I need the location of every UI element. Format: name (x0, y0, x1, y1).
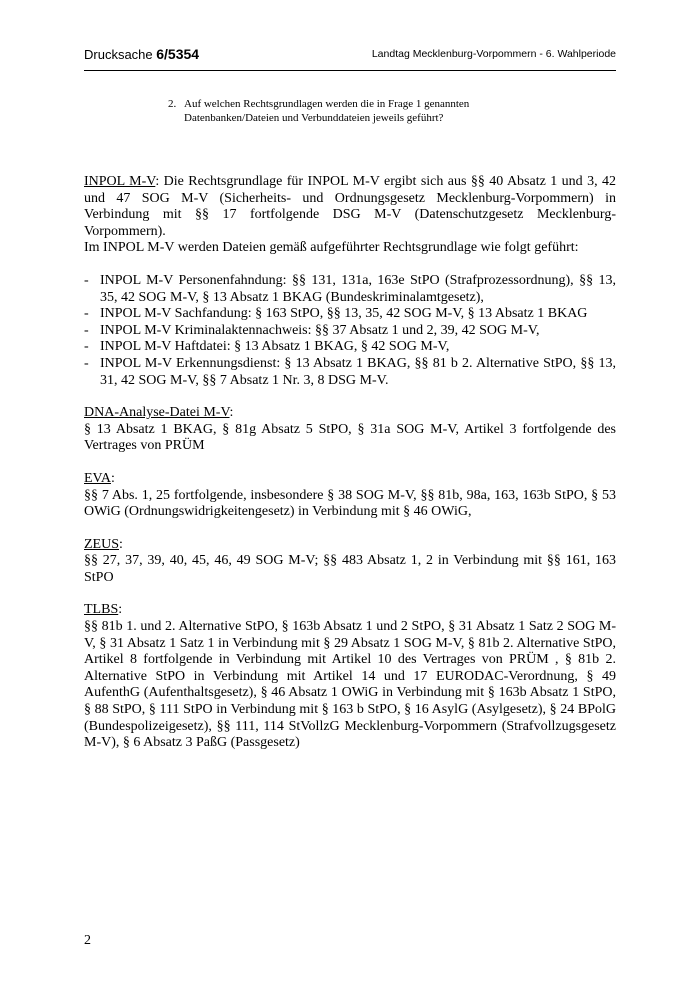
list-item: - INPOL M-V Haftdatei: § 13 Absatz 1 BKAG, § 42 SOG M-V, (84, 339, 616, 356)
inpol-text: : Die Rechtsgrundlage für INPOL M-V ergibt sich aus §§ 40 Absatz 1 und 3, 42 und 47 SOG M-V (Sicherheits- und Ordnungsgesetz Mecklenburg-Vorpommern) in Verbindung mit §§ 17 fortfolgende DSG M-V (Datenschutzgesetz Mecklenburg-Vorpommern). (84, 174, 616, 239)
inpol-paragraph (84, 174, 616, 240)
dna-text: § 13 Absatz 1 BKAG, § 81g Absatz 5 StPO, § 31a SOG M-V, Artikel 3 fortfolgende des Vertrages von PRÜM (84, 421, 616, 454)
list-item: - INPOL M-V Sachfandung: § 163 StPO, §§ 13, 35, 42 SOG M-V, § 13 Absatz 1 BKAG (84, 306, 616, 323)
document-label: Drucksache 6/5354 (84, 46, 200, 62)
question-line-2: Datenbanken/Dateien und Verbunddateien jeweils geführt? (184, 112, 444, 124)
header-divider (84, 70, 616, 71)
inpol-heading: INPOL M-V (84, 174, 156, 189)
question-number: 2. (168, 98, 177, 110)
zeus-heading-line: ZEUS: (84, 536, 123, 552)
zeus-text: §§ 27, 37, 39, 40, 45, 46, 49 SOG M-V; §§ 483 Absatz 1, 2 in Verbindung mit §§ 161, 163 StPO (84, 553, 616, 585)
list-item: - INPOL M-V Kriminalaktennachweis: §§ 37 Absatz 1 und 2, 39, 42 SOG M-V, (84, 323, 616, 340)
list-item: - INPOL M-V Personenfahndung: §§ 131, 131a, 163e StPO (Strafprozessordnung), §§ 13, 35, 42 SOG M-V, § 13 Absatz 1 BKAG (Bundeskriminalamtgesetz), (84, 273, 616, 306)
tlbs-heading-line: TLBS: (84, 602, 123, 618)
zeus-heading: ZEUS (84, 536, 119, 552)
answer-body (84, 174, 616, 752)
list-item: - INPOL M-V Erkennungsdienst: § 13 Absatz 1 BKAG, §§ 81 b 2. Alternative StPO, §§ 13, 31, 42 SOG M-V, §§ 7 Absatz 1 Nr. 3, 8 DSG M-V. (84, 356, 616, 389)
tlbs-heading: TLBS (84, 602, 119, 618)
dna-heading-line: DNA-Analyse-Datei M-V: (84, 405, 234, 421)
page-number: 2 (84, 933, 91, 948)
page-header (84, 44, 616, 64)
document-number: 6/5354 (156, 46, 200, 62)
eva-heading-line: EVA: (84, 470, 115, 486)
question-line-1: Auf welchen Rechtsgrundlagen werden die in Frage 1 genannten (184, 98, 470, 110)
inpol-list (84, 273, 616, 389)
inpol-intro: Im INPOL M-V werden Dateien gemäß aufgeführter Rechtsgrundlage wie folgt geführt: (84, 240, 579, 256)
parliament-label: Landtag Mecklenburg-Vorpommern - 6. Wahlperiode (371, 48, 616, 60)
eva-text: §§ 7 Abs. 1, 25 fortfolgende, insbesondere § 38 SOG M-V, §§ 81b, 98a, 163, 163b StPO, § 53 OWiG (Ordnungswidrigkeitengesetz) in Verbindung mit § 46 OWiG, (84, 487, 616, 520)
eva-heading: EVA (84, 470, 111, 486)
question-block (168, 97, 568, 125)
dna-heading: DNA-Analyse-Datei M-V (84, 405, 230, 421)
tlbs-text: §§ 81b 1. und 2. Alternative StPO, § 163b Absatz 1 und 2 StPO, § 31 Absatz 1 Satz 2 SOG M-V, § 31 Absatz 1 Satz 1 in Verbindung mit § 29 Absatz 1 SOG M-V, § 81b 2. Alternative StPO, Artikel 8 fortfolgende in Verbindung mit Artikel 10 des Vertrages von PRÜM , § 81b 2. Alternative StPO in Verbindung mit Artikel 14 und 17 EURODAC-Verordnung, § 49 AufenthG (Aufenthaltsgesetz), § 46 Absatz 1 OWiG in Verbindung mit § 163b Absatz 1 StPO, § 88 StPO, § 111 StPO in Verbindung mit § 163 b StPO, § 16 AsylG (Asylgesetz), § 24 BPolG (Bundespolizeigesetz), §§ 111, 114 StVollzG Mecklenburg-Vorpommern (Strafvollzugsgesetz M-V), § 6 Absatz 3 PaßG (Passgesetz) (84, 619, 616, 751)
